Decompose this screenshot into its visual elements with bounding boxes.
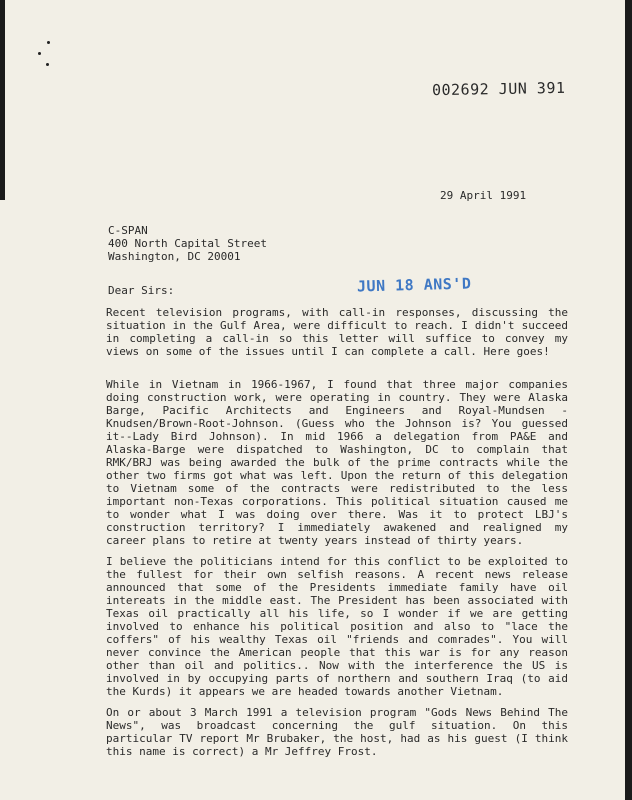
address-line-1: C-SPAN (108, 224, 148, 237)
paragraph-4: On or about 3 March 1991 a television program "Gods News Behind The News", was broadcast concerning the gulf situation. On this particular TV report Mr Brubaker, the host, had as his guest (I think this name is correct) a Mr Jeffrey Frost. (106, 706, 568, 758)
scan-edge-right (625, 0, 632, 800)
salutation: Dear Sirs: (108, 284, 175, 297)
paragraph-2: While in Vietnam in 1966-1967, I found that three major companies doing construction work, were operating in country. They were Alaska Barge, Pacific Architects and Engineers and Royal-Mundsen -Knudsen/Brown-Root-Johnson. (Guess who the Johnson is? You guessed it--Lady Bird Johnson). In mid 1966 a delegation from PA&E and Alaska-Barge were dispatched to Washington, DC to complain that RMK/BRJ was being awarded the bulk of the prime contracts while the other two firms got what was left. Upon the return of this delegation to Vietnam some of the contracts were redistributed to the less important non-Texas corporations. This political situation caused me to wonder what I was doing over there. Was it to protect LBJ's construction territory? I immediately awakened and realigned my career plans to retire at twenty years instead of thirty years. (106, 378, 568, 547)
punch-dot (47, 41, 50, 44)
document-number-stamp: 002692 JUN 391 (431, 78, 566, 100)
punch-dot (46, 63, 49, 66)
address-line-2: 400 North Capital Street (108, 237, 267, 250)
received-stamp: JUN 18 ANS'D (356, 274, 472, 296)
scan-edge-left (0, 0, 5, 200)
address-line-3: Washington, DC 20001 (108, 250, 241, 263)
paragraph-3: I believe the politicians intend for this conflict to be exploited to the fullest for their own selfish reasons. A recent news release announced that some of the Presidents immediate family have oil intereats in the middle east. The President has been associated with Texas oil practically all his life, so I wonder if we are getting involved to enhance his political position and also to "lace the coffers" of his wealthy Texas oil "friends and comrades". You will never convince the American people that this war is for any reason other than oil and politics.. Now with the interference the US is involved in by occupying parts of northern and southern Iraq (to aid the Kurds) it appears we are headed towards another Vietnam. (106, 555, 568, 698)
letter-date: 29 April 1991 (440, 189, 527, 202)
punch-dot (38, 52, 41, 55)
paragraph-1: Recent television programs, with call-in responses, discussing the situation in the Gulf Area, were difficult to reach. I didn't succeed in completing a call-in so this letter will suffice to convey my views on some of the issues until I can complete a call. Here goes! (106, 306, 568, 358)
